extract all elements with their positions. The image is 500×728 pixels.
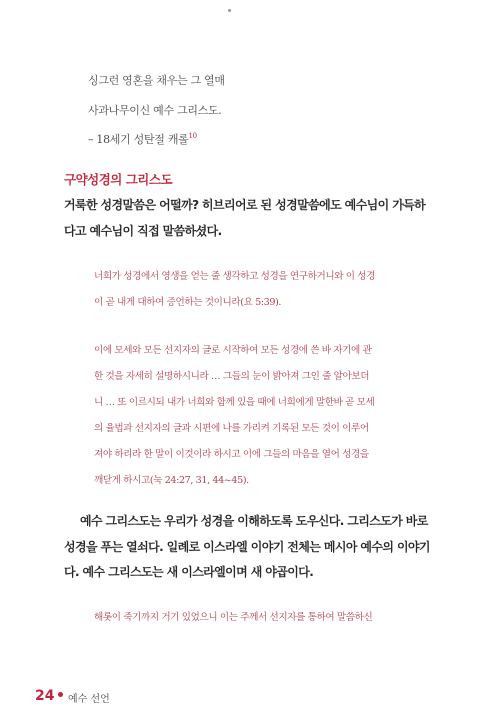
running-footer-title: 예수 선언 bbox=[68, 694, 110, 705]
quote2-line-6: 깨닫게 하시고(눅 24:27, 31, 44~45). bbox=[94, 475, 249, 486]
footnote-reference: 10 bbox=[188, 132, 197, 140]
intro-line-2: 다고 예수님이 직접 말씀하셨다. bbox=[64, 224, 222, 238]
quote1-line-1: 너희가 성경에서 영생을 얻는 줄 생각하고 성경을 연구하거니와 이 성경 bbox=[94, 271, 376, 282]
print-mark bbox=[228, 9, 231, 12]
quote3-line-1: 해롯이 죽기까지 거기 있었으니 이는 주께서 선지자를 통하여 말씀하신 bbox=[94, 612, 373, 623]
paragraph-line-3: 다. 예수 그리스도는 새 이스라엘이며 새 야곱이다. bbox=[64, 565, 314, 579]
page-number: 24 bbox=[35, 688, 55, 704]
epigraph-line-1: 싱그런 영혼을 채우는 그 열매 bbox=[88, 74, 225, 87]
quote2-line-2: 한 것을 자세히 설명하시니라 … 그들의 눈이 밝아져 그인 줄 알아보더 bbox=[94, 371, 370, 382]
quote2-line-5: 져야 하리라 한 말이 이것이라 하시고 이에 그들의 마음을 열어 성경을 bbox=[94, 449, 369, 460]
paragraph-line-1: 예수 그리스도는 우리가 성경을 이해하도록 도우신다. 그리스도가 바로 bbox=[80, 514, 428, 528]
section-title: 구약성경의 그리스도 bbox=[64, 172, 173, 187]
epigraph-attribution-text: – 18세기 성탄절 캐롤 bbox=[88, 133, 189, 146]
epigraph-attribution bbox=[88, 131, 500, 147]
epigraph-line-2: 사과나무이신 예수 그리스도. bbox=[88, 104, 222, 117]
quote2-line-1: 이에 모세와 모든 선지자의 글로 시작하여 모든 성경에 쓴 바 자기에 관 bbox=[94, 345, 372, 356]
quote2-line-4: 의 율법과 선지자의 글과 시편에 나를 가리켜 기록된 모든 것이 이루어 bbox=[94, 423, 369, 434]
quote1-line-2: 이 곧 내게 대하여 증언하는 것이니라(요 5:39). bbox=[94, 297, 282, 308]
footer-bullet bbox=[58, 692, 63, 697]
intro-line-1: 거룩한 성경말씀은 어떨까? 히브리어로 된 성경말씀에도 예수님이 가득하 bbox=[64, 198, 426, 212]
paragraph-line-2: 성경을 푸는 열쇠다. 일례로 이스라엘 이야기 전체는 메시아 예수의 이야기 bbox=[64, 540, 430, 554]
quote2-line-3: 니 … 또 이르시되 내가 너희와 함께 있을 때에 너희에게 말한바 곧 모세 bbox=[94, 397, 375, 408]
